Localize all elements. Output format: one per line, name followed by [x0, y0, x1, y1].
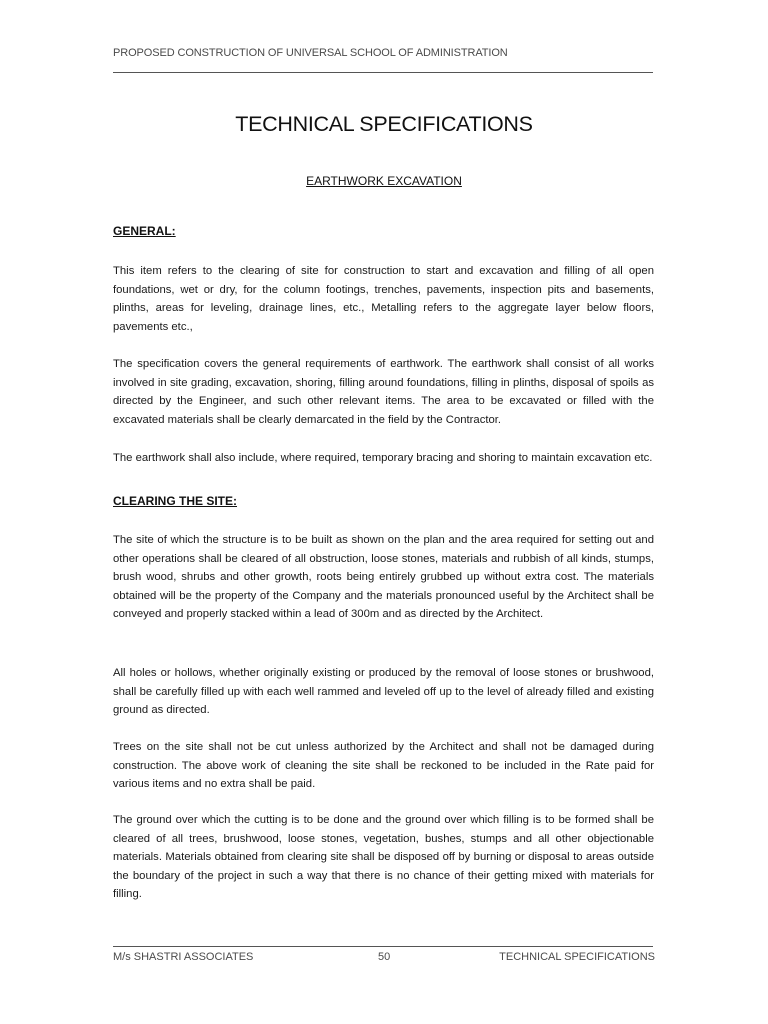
page-number: 50: [378, 951, 391, 963]
footer-divider: [113, 946, 653, 947]
paragraph-clearing-1: The site of which the structure is to be built as shown on the plan and the area required for setting out and other operations shall be cleared of all obstruction, loose stones, materials and rubbish of all kinds, stumps, brush wood, shrubs and other growth, roots being entirely grubbed up without extra cost. The materials obtained will be the property of the Company and the materials pronounced useful by the Architect shall be conveyed and properly stacked within a lead of 300m and as directed by the Architect.: [113, 534, 654, 620]
paragraph-clearing-4: The ground over which the cutting is to be done and the ground over which filling is to be formed shall be cleared of all trees, brushwood, loose stones, vegetation, bushes, stumps and all other objectionable materials. Materials obtained from clearing site shall be disposed off by burning or disposal to areas outside the boundary of the project in such a way that there is no chance of their getting mixed with materials for filling.: [113, 814, 654, 900]
header-divider: [113, 72, 653, 73]
section-title: EARTHWORK EXCAVATION: [306, 174, 462, 188]
page-title: TECHNICAL SPECIFICATIONS: [235, 112, 533, 136]
paragraph-general-2: The specification covers the general requirements of earthwork. The earthwork shall consist of all works involved in site grading, excavation, shoring, filling around foundations, filling in plinths, disposal of spoils as directed by the Engineer, and such other relevant items. The area to be excavated or filled with the excavated materials shall be clearly demarcated in the field by the Contractor.: [113, 358, 654, 426]
paragraph-general-3: The earthwork shall also include, where required, temporary bracing and shoring to maintain excavation etc.: [113, 452, 653, 464]
paragraph-general-1: This item refers to the clearing of site for construction to start and excavation and filling of all open foundations, wet or dry, for the column footings, trenches, pavements, inspection pits and basements, plinths, areas for leveling, drainage lines, etc., Metalling refers to the aggregate layer below floors, pavements etc.,: [113, 265, 654, 333]
paragraph-clearing-3: Trees on the site shall not be cut unless authorized by the Architect and shall not be damaged during construction. The above work of cleaning the site shall be reckoned to be included in the Rate paid for various items and no extra shall be paid.: [113, 741, 654, 790]
paragraph-clearing-2: All holes or hollows, whether originally existing or produced by the removal of loose stones or brushwood, shall be carefully filled up with each well rammed and leveled off up to the level of already filled and existing ground as directed.: [113, 667, 654, 716]
footer-section: TECHNICAL SPECIFICATIONS: [499, 951, 655, 963]
running-header: PROPOSED CONSTRUCTION OF UNIVERSAL SCHOOL OF ADMINISTRATION: [113, 47, 508, 59]
heading-general: GENERAL:: [113, 224, 176, 238]
heading-clearing-site: CLEARING THE SITE:: [113, 494, 238, 508]
footer-company: M/s SHASTRI ASSOCIATES: [113, 951, 254, 963]
